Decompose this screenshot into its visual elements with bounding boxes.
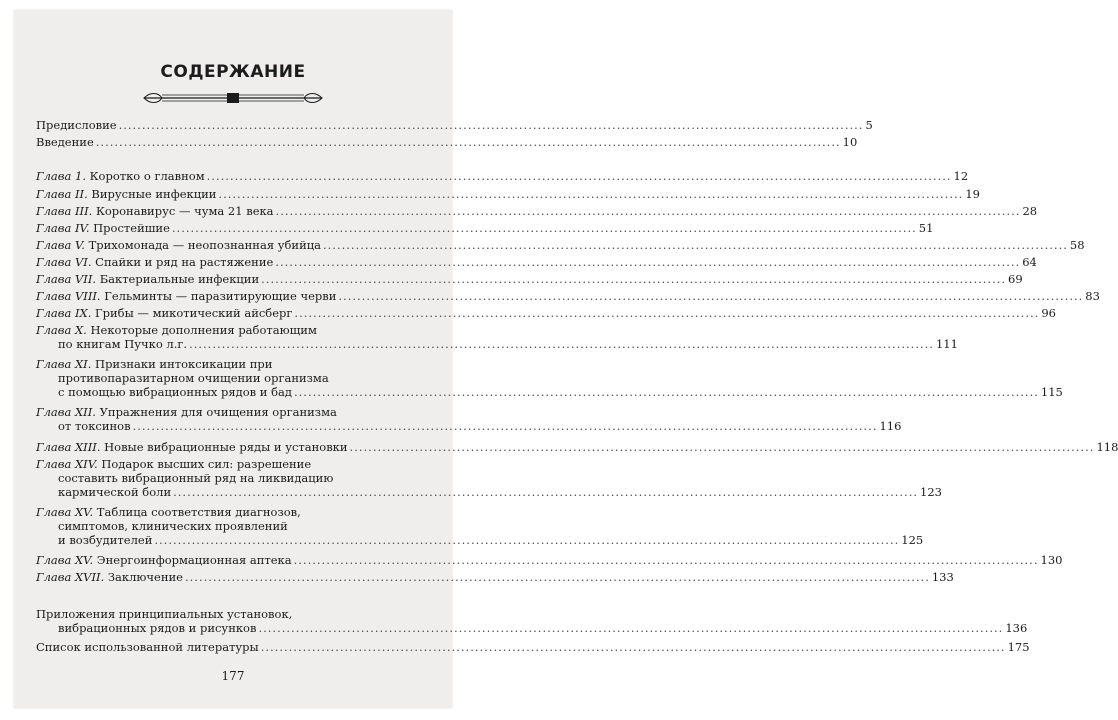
toc-page-number: 123 (920, 485, 942, 499)
toc-entry-text (36, 204, 274, 218)
toc-page-number: 116 (879, 419, 902, 433)
chapter-label: Глава V. (36, 238, 85, 252)
toc-entry-line (36, 533, 924, 547)
chapter-label: Глава II. (36, 187, 88, 201)
page-title: СОДЕРЖАНИЕ (160, 62, 306, 82)
toc-entry-text (36, 440, 348, 454)
toc-entry-line (36, 505, 416, 519)
toc-entry-text (58, 519, 288, 533)
toc-entry-text (58, 621, 256, 635)
toc-entry (36, 135, 858, 149)
chapter-label: Глава III. (36, 204, 93, 218)
chapter-title: Список использованной литературы (36, 640, 259, 654)
toc-page-number: 130 (1040, 553, 1063, 567)
dot-leader: ................................................................................................................................................................ (118, 118, 864, 132)
chapter-title: кармической боли (58, 485, 172, 499)
toc-entry-text (36, 505, 301, 519)
toc-entry-text (36, 357, 272, 371)
toc-entry-line (36, 570, 954, 584)
toc-entry (36, 204, 1038, 218)
chapter-title: по книгам Пучко л.г. (58, 337, 188, 351)
chapter-title: симптомов, клинических проявлений (58, 519, 288, 533)
toc-entry-text (36, 570, 183, 584)
toc-entry-line (36, 272, 1023, 286)
dot-leader: ................................................................................................................................................................ (184, 570, 930, 584)
chapter-title: Приложения принципиальных установок, (36, 607, 293, 621)
chapter-label: Глава XI. (36, 357, 92, 371)
chapter-title: Подарок высших сил: разрешение (97, 457, 312, 471)
toc-page-number: 19 (965, 187, 980, 201)
dot-leader: ................................................................................................................................................................ (275, 204, 1021, 218)
toc-entry-line (36, 640, 1030, 654)
toc-entry (36, 457, 942, 499)
dot-leader: ................................................................................................................................................................ (349, 440, 1095, 454)
toc-page-number: 28 (1022, 204, 1038, 218)
toc-entry-line (36, 485, 942, 499)
toc-entry-text (36, 306, 292, 320)
toc-page-number: 111 (935, 337, 958, 351)
chapter-title: Спайки и ряд на растяжение (91, 255, 274, 269)
toc-entry-line (36, 135, 858, 149)
chapter-title: составить вибрационный ряд на ликвидацию (58, 471, 334, 485)
toc-entry (36, 221, 934, 235)
chapter-title: противопаразитарном очищении организма (58, 371, 329, 385)
toc-page-number: 115 (1040, 385, 1063, 399)
dot-leader: ................................................................................................................................................................ (171, 221, 917, 235)
toc-entry (36, 440, 1118, 454)
dot-leader: ................................................................................................................................................................ (258, 621, 1004, 635)
toc-entry-line (36, 357, 416, 371)
chapter-title: Упражнения для очищения организма (95, 405, 337, 419)
chapter-title: Предисловие (36, 118, 117, 132)
dot-leader: ................................................................................................................................................................ (132, 419, 878, 433)
toc-entry-line (36, 118, 873, 132)
chapter-title: Коротко о главном (85, 169, 205, 183)
toc-entry-text (36, 221, 170, 235)
dot-leader: ................................................................................................................................................................ (323, 238, 1068, 252)
chapter-title: Бактериальные инфекции (96, 272, 260, 286)
toc-entry-line (36, 405, 416, 419)
chapter-label: Глава 1. (36, 169, 86, 183)
chapter-title: Энергоинформационная аптека (93, 553, 292, 567)
toc-entry-text (36, 255, 273, 269)
toc-entry-text (36, 272, 259, 286)
chapter-label: Глава XIII. (36, 440, 101, 454)
toc-entry-text (36, 323, 317, 337)
toc-entry-text (36, 640, 259, 654)
chapter-title: Коронавирус — чума 21 века (92, 204, 274, 218)
chapter-label: Глава IX. (36, 306, 92, 320)
toc-page-number: 175 (1007, 640, 1030, 654)
toc-entry-text (58, 485, 171, 499)
toc-entry-line (36, 419, 902, 433)
toc-page-number: 58 (1069, 238, 1085, 252)
dot-leader: ................................................................................................................................................................ (275, 255, 1021, 269)
toc-entry-line (36, 238, 1085, 252)
chapter-title: Грибы — микотический айсберг (91, 306, 293, 320)
toc-entry-text (36, 118, 117, 132)
toc-page-number: 12 (953, 169, 969, 183)
chapter-title: Новые вибрационные ряды и установки (100, 440, 348, 454)
toc-page-number: 5 (865, 118, 873, 132)
dot-leader: ................................................................................................................................................................ (173, 485, 919, 499)
toc-entry-line (36, 607, 416, 621)
toc-entry-line (36, 204, 1038, 218)
toc-entry-text (58, 471, 333, 485)
dot-leader: ................................................................................................................................................................ (338, 289, 1084, 303)
toc-page-number: 64 (1022, 255, 1037, 269)
chapter-label: Глава XIV. (36, 457, 98, 471)
title-ornament (140, 90, 326, 106)
toc-entry (36, 505, 924, 547)
dot-leader: ................................................................................................................................................................ (294, 385, 1039, 399)
toc-entry (36, 118, 873, 132)
toc-entry-line (36, 471, 416, 485)
toc-entry-text (36, 405, 337, 419)
toc-entry-line (36, 221, 934, 235)
chapter-title: Признаки интоксикации при (91, 357, 273, 371)
toc-page-number: 96 (1041, 306, 1056, 320)
chapter-title: Таблица соответствия диагнозов, (93, 505, 301, 519)
toc-entry-line (36, 169, 969, 183)
toc-entry (36, 169, 969, 183)
chapter-label: Глава IV. (36, 221, 90, 235)
toc-entry-text (36, 553, 292, 567)
toc-entry-line (36, 519, 416, 533)
toc-entry-text (58, 533, 152, 547)
toc-entry (36, 238, 1085, 252)
chapter-title: Введение (36, 135, 94, 149)
toc-entry-text (58, 337, 187, 351)
toc-entry-line (36, 337, 958, 351)
toc-entry-text (36, 607, 292, 621)
toc-entry-line (36, 306, 1056, 320)
toc-entry (36, 357, 1063, 399)
dot-leader: ................................................................................................................................................................ (293, 553, 1039, 567)
toc-entry-text (36, 289, 336, 303)
book-page (14, 10, 1118, 708)
toc-page-number: 125 (901, 533, 924, 547)
chapter-label: Глава XII. (36, 405, 96, 419)
toc-entry-line (36, 255, 1037, 269)
toc-entry-line (36, 371, 416, 385)
dot-leader: ................................................................................................................................................................ (294, 306, 1040, 320)
toc-entry (36, 570, 954, 584)
toc-entry (36, 323, 958, 351)
toc-page-number: 118 (1096, 440, 1118, 454)
toc-page-number: 133 (931, 570, 954, 584)
chapter-title: Вирусные инфекции (87, 187, 217, 201)
toc-entry (36, 640, 1030, 654)
chapter-label: Глава XVII. (36, 570, 105, 584)
dot-leader: ................................................................................................................................................................ (154, 533, 900, 547)
toc-entry (36, 272, 1023, 286)
chapter-title: Простейшие (89, 221, 170, 235)
toc-entry-line (36, 323, 416, 337)
toc-page-number: 10 (842, 135, 858, 149)
chapter-label: Глава VII. (36, 272, 97, 286)
chapter-title: с помощью вибрационных рядов и бад (58, 385, 292, 399)
toc-entry-line (36, 187, 980, 201)
chapter-label: Глава VI. (36, 255, 92, 269)
chapter-title: Некоторые дополнения работающим (86, 323, 317, 337)
chapter-title: Трихомонада — неопознанная убийца (84, 238, 321, 252)
page-number: 177 (221, 669, 245, 683)
toc-entry (36, 553, 1063, 567)
toc-entry (36, 187, 980, 201)
toc-entry (36, 405, 902, 433)
toc-page-number: 136 (1005, 621, 1028, 635)
dot-leader: ................................................................................................................................................................ (260, 640, 1006, 654)
toc-entry-text (36, 135, 94, 149)
toc-entry-line (36, 621, 1028, 635)
chapter-label: Глава X. (36, 323, 87, 337)
toc-entry (36, 289, 1100, 303)
toc-entry-text (36, 187, 216, 201)
dot-leader: ................................................................................................................................................................ (189, 337, 934, 351)
chapter-title: Заключение (104, 570, 183, 584)
toc-entry-text (36, 169, 205, 183)
dot-leader: ................................................................................................................................................................ (261, 272, 1007, 286)
toc-entry-text (58, 419, 131, 433)
toc-page-number: 51 (918, 221, 934, 235)
toc-page-number: 69 (1008, 272, 1023, 286)
chapter-label: Глава VIII. (36, 289, 101, 303)
toc-entry (36, 255, 1037, 269)
chapter-title: от токсинов (58, 419, 131, 433)
toc-entry (36, 306, 1056, 320)
toc-entry-line (36, 385, 1063, 399)
toc-entry-text (58, 371, 329, 385)
chapter-label: Глава XV. (36, 553, 94, 567)
chapter-title: вибрационных рядов и рисунков (58, 621, 257, 635)
chapter-label: Глава XV. (36, 505, 94, 519)
toc-entry-text (36, 238, 321, 252)
toc-entry-line (36, 553, 1063, 567)
toc-entry-text (36, 457, 311, 471)
dot-leader: ................................................................................................................................................................ (218, 187, 964, 201)
toc-entry (36, 607, 1028, 635)
toc-entry-line (36, 440, 1118, 454)
dot-leader: ................................................................................................................................................................ (95, 135, 841, 149)
toc-page-number: 83 (1085, 289, 1100, 303)
toc-entry-line (36, 289, 1100, 303)
chapter-title: Гельминты — паразитирующие черви (100, 289, 337, 303)
dot-leader: ................................................................................................................................................................ (206, 169, 952, 183)
toc-entry-line (36, 457, 416, 471)
toc-entry-text (58, 385, 292, 399)
chapter-title: и возбудителей (58, 533, 153, 547)
